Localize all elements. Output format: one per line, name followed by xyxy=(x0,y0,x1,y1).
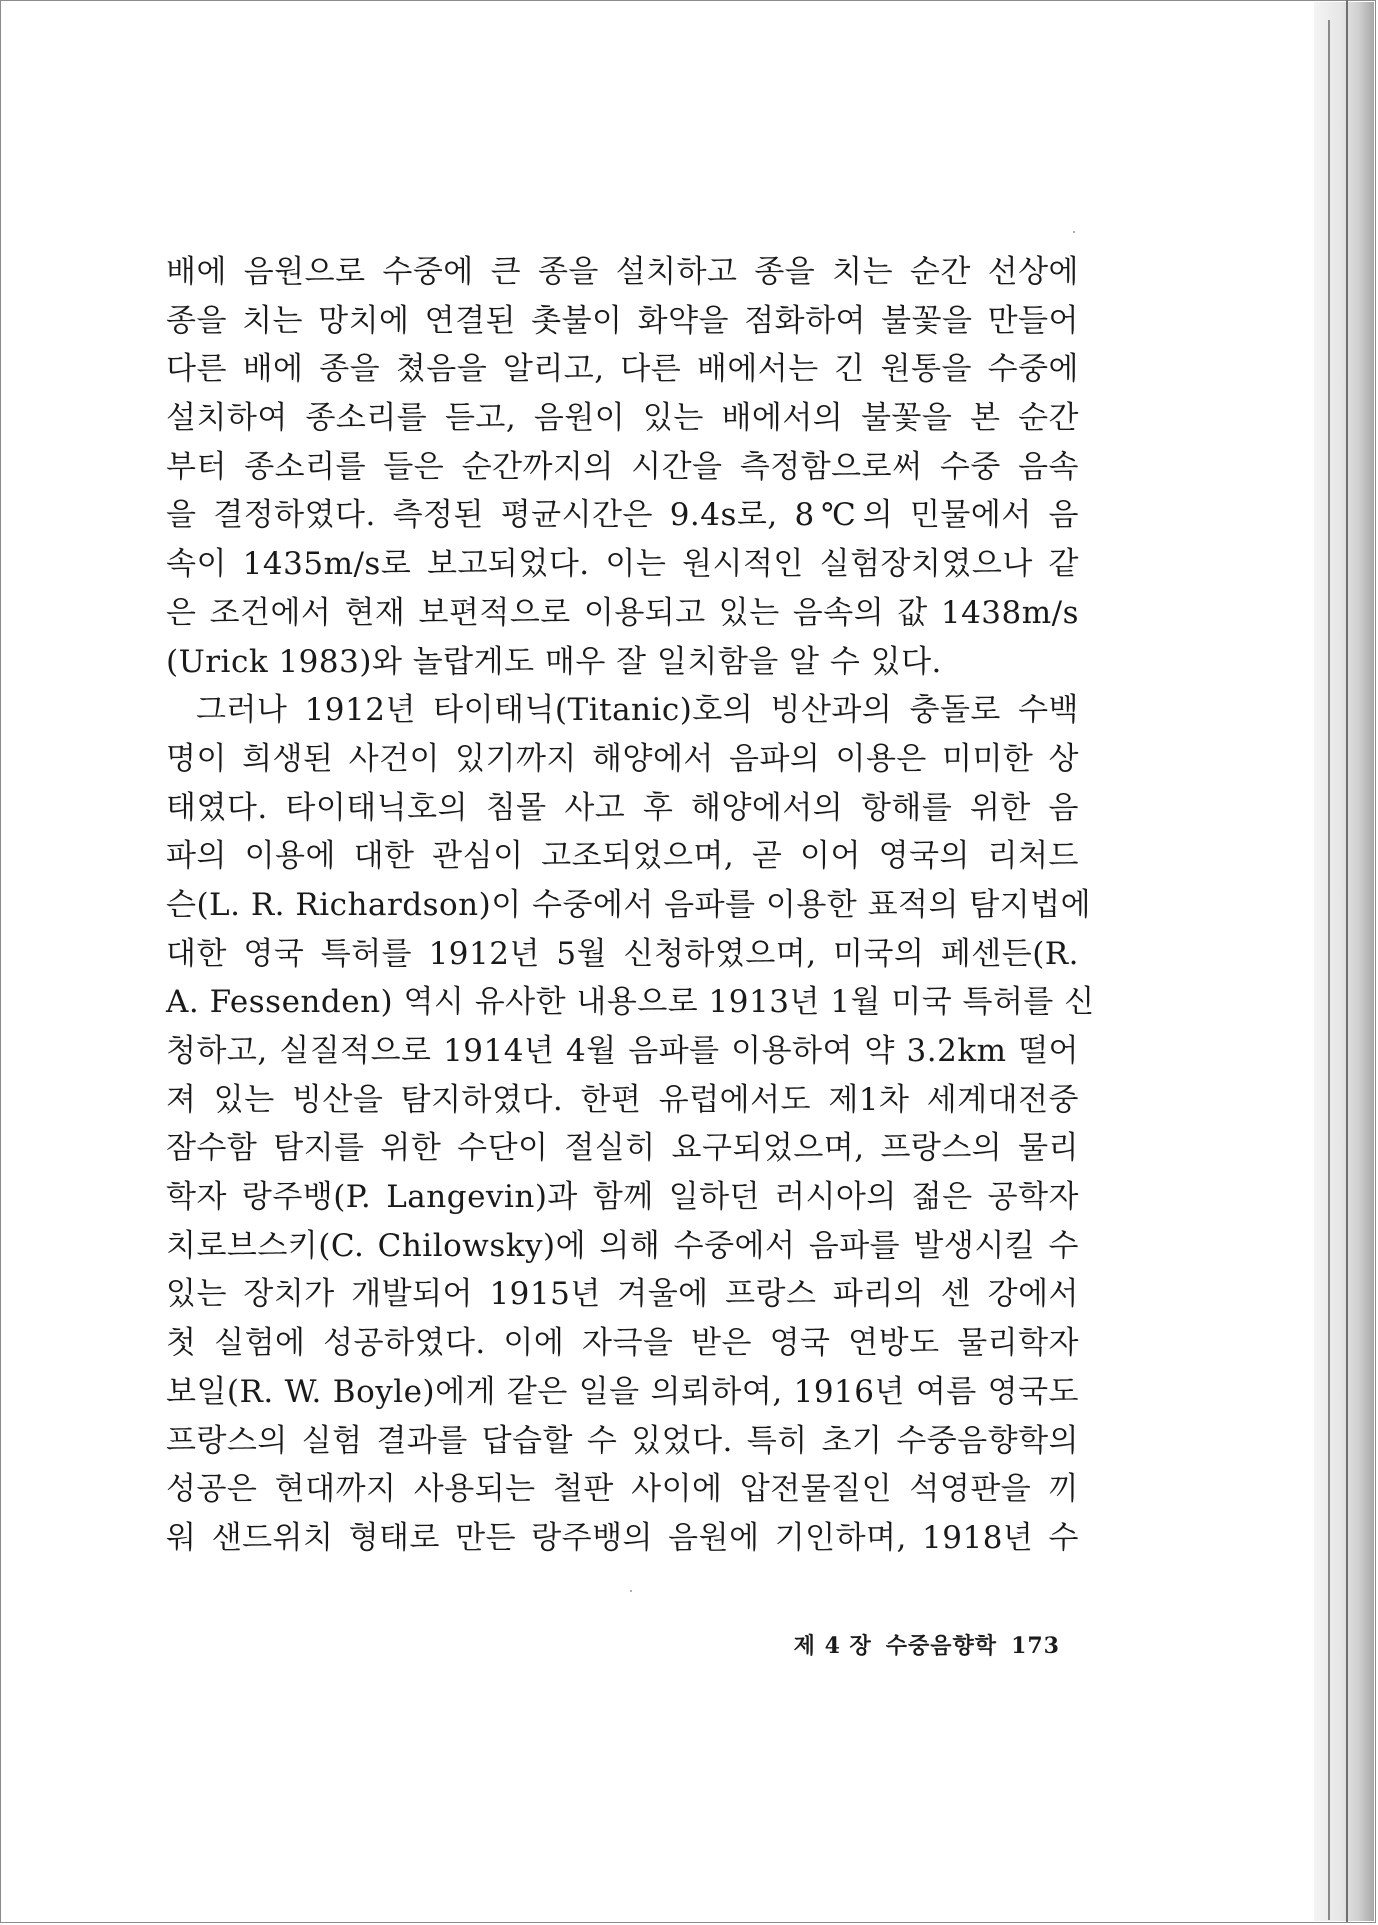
text-line: 태였다. 타이태닉호의 침몰 사고 후 해양에서의 항해를 위한 음 xyxy=(166,789,1079,826)
scan-speck xyxy=(630,1590,632,1592)
text-line: 배에 음원으로 수중에 큰 종을 설치하고 종을 치는 순간 선상에 xyxy=(166,254,1079,290)
page-edge-line xyxy=(1328,20,1330,1920)
text-line: 잠수함 탐지를 위한 수단이 절실히 요구되었으며, 프랑스의 물리 xyxy=(166,1130,1079,1167)
text-line: 부터 종소리를 들은 순간까지의 시간을 측정함으로써 수중 음속 xyxy=(166,448,1079,485)
text-line: 슨(L. R. Richardson)이 수중에서 음파를 이용한 표적의 탐지법에 xyxy=(166,886,1092,923)
text-line: 워 샌드위치 형태로 만든 랑주뱅의 음원에 기인하며, 1918년 수 xyxy=(166,1519,1079,1556)
body-text xyxy=(166,248,1095,1563)
text-line: 파의 이용에 대한 관심이 고조되었으며, 곧 이어 영국의 리처드 xyxy=(166,838,1079,875)
chapter-title: 수중음향학 xyxy=(885,1633,998,1659)
text-line: 청하고, 실질적으로 1914년 4월 음파를 이용하여 약 3.2km 떨어 xyxy=(166,1033,1079,1069)
text-line: 속이 1435m/s로 보고되었다. 이는 원시적인 실험장치였으나 같 xyxy=(166,546,1079,583)
scan-speck xyxy=(1073,231,1075,233)
text-line: 첫 실험에 성공하였다. 이에 자극을 받은 영국 연방도 물리학자 xyxy=(166,1325,1079,1362)
text-line: 학자 랑주뱅(P. Langevin)과 함께 일하던 러시아의 젊은 공학자 xyxy=(166,1179,1079,1216)
text-line: 보일(R. W. Boyle)에게 같은 일을 의뢰하여, 1916년 여름 영국도 xyxy=(166,1373,1079,1410)
text-line: 져 있는 빙산을 탐지하였다. 한편 유럽에서도 제1차 세계대전중 xyxy=(166,1081,1079,1118)
text-line: 다른 배에 종을 쳤음을 알리고, 다른 배에서는 긴 원통을 수중에 xyxy=(166,351,1079,388)
text-line: 있는 장치가 개발되어 1915년 겨울에 프랑스 파리의 센 강에서 xyxy=(166,1276,1079,1313)
text-line: 명이 희생된 사건이 있기까지 해양에서 음파의 이용은 미미한 상 xyxy=(166,740,1079,777)
chapter-label: 제 4 장 xyxy=(793,1633,872,1659)
page-number: 173 xyxy=(1011,1633,1060,1659)
text-line: 프랑스의 실험 결과를 답습할 수 있었다. 특히 초기 수중음향학의 xyxy=(166,1422,1079,1459)
text-line: 대한 영국 특허를 1912년 5월 신청하였으며, 미국의 페센든(R. xyxy=(166,935,1079,972)
page-edge-shadow xyxy=(1314,2,1374,1921)
text-line: 설치하여 종소리를 듣고, 음원이 있는 배에서의 불꽃을 본 순간 xyxy=(166,400,1079,437)
page-footer xyxy=(760,1629,1060,1660)
page-edge-line-outer xyxy=(1346,0,1348,1922)
text-line: 을 결정하였다. 측정된 평균시간은 9.4s로, 8℃의 민물에서 음 xyxy=(166,497,1079,534)
text-line: A. Fessenden) 역시 유사한 내용으로 1913년 1월 미국 특허를 신 xyxy=(166,984,1095,1021)
text-line: 은 조건에서 현재 보편적으로 이용되고 있는 음속의 값 1438m/s xyxy=(166,594,1079,631)
text-line: (Urick 1983)와 놀랍게도 매우 잘 일치함을 알 수 있다. xyxy=(166,643,942,680)
text-line: 치로브스키(C. Chilowsky)에 의해 수중에서 음파를 발생시킬 수 xyxy=(166,1227,1079,1264)
text-line-paragraph-start: 그러나 1912년 타이태닉(Titanic)호의 빙산과의 충돌로 수백 xyxy=(196,692,1079,729)
text-line: 성공은 현대까지 사용되는 철판 사이에 압전물질인 석영판을 끼 xyxy=(166,1471,1079,1508)
text-line: 종을 치는 망치에 연결된 촛불이 화약을 점화하여 불꽃을 만들어 xyxy=(166,302,1079,339)
